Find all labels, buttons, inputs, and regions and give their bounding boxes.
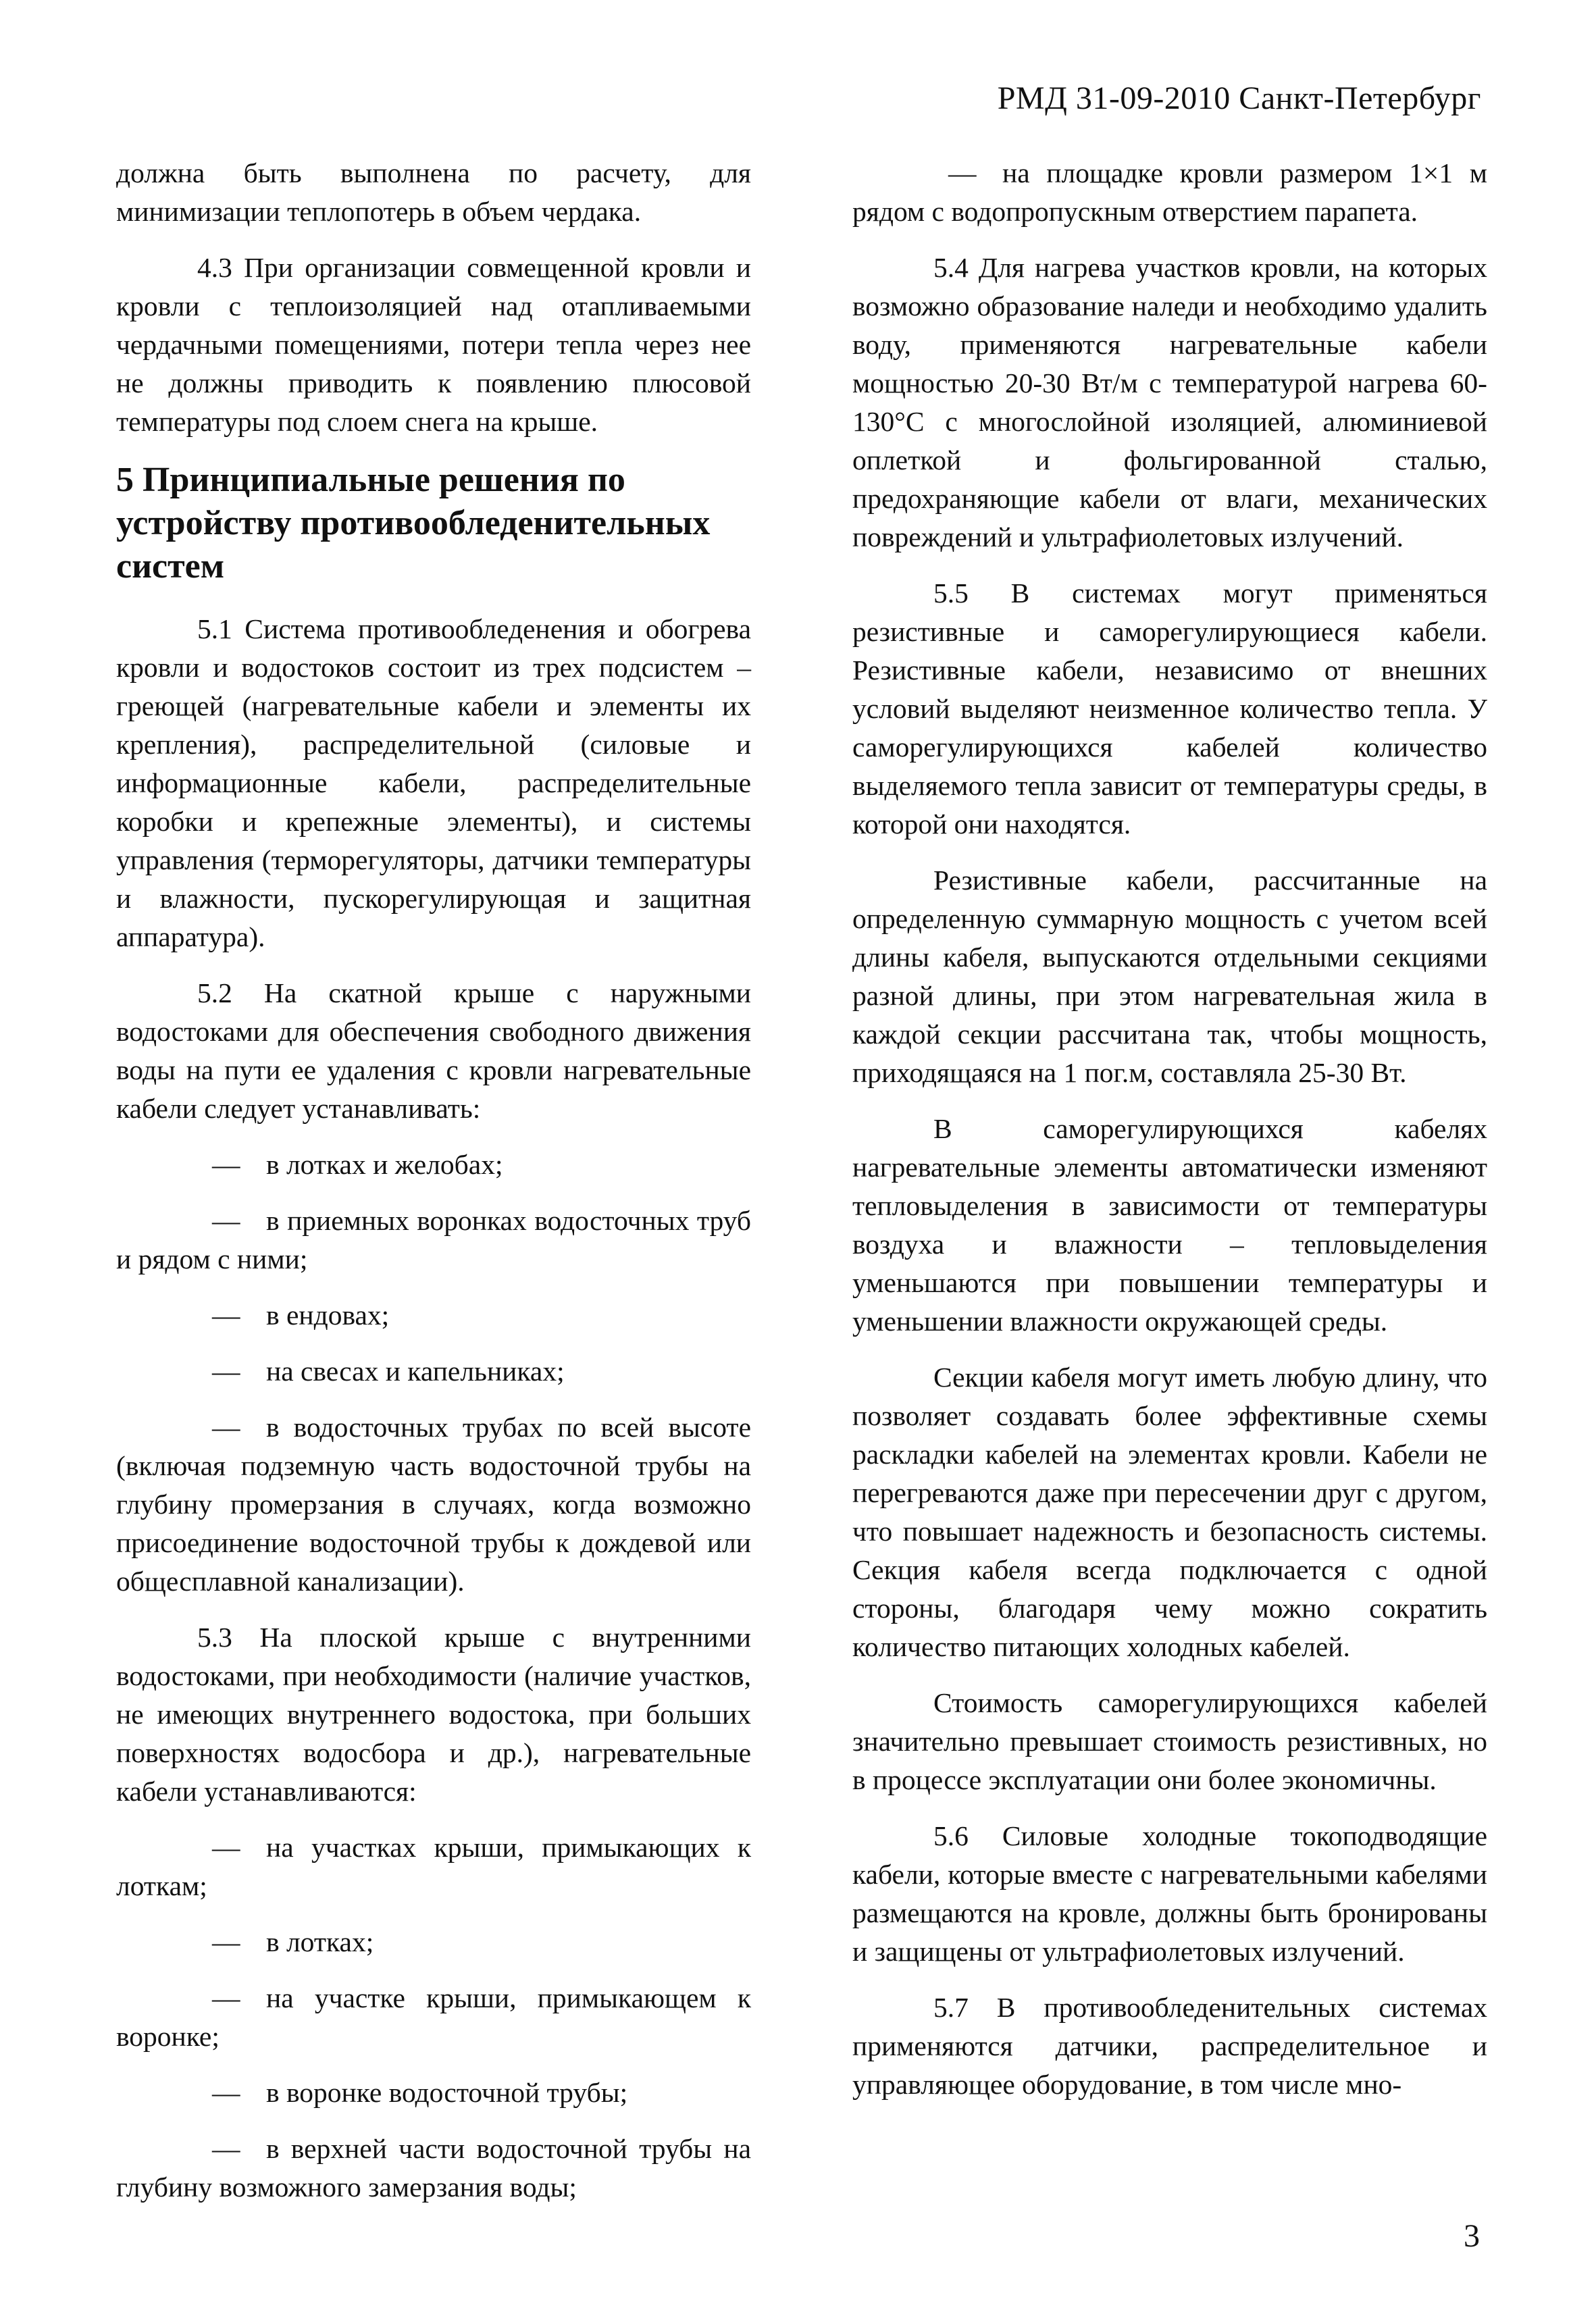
list-item <box>852 154 1487 231</box>
list-item <box>116 1202 751 1279</box>
list-item-text: в верхней части водосточной трубы на глубину возможного замерзания воды; <box>116 2133 751 2203</box>
dash-bullet: — <box>212 1149 240 1180</box>
list-item <box>116 2074 751 2112</box>
dash-bullet: — <box>212 1356 240 1387</box>
paragraph: 5.4 Для нагрева участков кровли, на которых возможно образование наледи и необходимо удалить воду, применяются нагревательные кабели мощностью 20-30 Вт/м с температурой нагрева 60-130°С с многослойной изоляцией, алюминиевой оплеткой и фольгированной сталью, предохраняющие кабели от влаги, механических повреждений и ультрафиолетовых излучений. <box>852 252 1487 552</box>
list-item-text: на свесах и капельниках; <box>266 1356 565 1387</box>
section-heading-line: устройству противообледенительных <box>116 504 711 542</box>
left-column <box>116 154 751 2224</box>
paragraph: 5.5 В системах могут применяться резистивные и саморегулирующиеся кабели. Резистивные кабели, независимо от внешних условий выделяют неизменное количество тепла. У саморегулирующихся кабелей количество выделяемого тепла зависит от температуры среды, в которой они находятся. <box>852 577 1487 840</box>
dash-bullet: — <box>212 1982 240 2013</box>
list-item-text: на площадке кровли размером 1×1 м рядом с водопропускным отверстием парапета. <box>852 157 1487 227</box>
section-heading <box>116 459 751 588</box>
list-item-text: на участке крыши, примыкающем к воронке; <box>116 1982 751 2052</box>
section-heading-line: 5 Принципиальные решения по <box>116 461 625 499</box>
paragraph: В саморегулирующихся кабелях нагревательные элементы автоматически изменяют тепловыделения в зависимости от температуры воздуха и влажности – тепловыделения уменьшаются при повышении температуры и уменьшении влажности окружающей среды. <box>852 1113 1487 1337</box>
list-item <box>116 1923 751 1961</box>
dash-bullet: — <box>212 1300 240 1331</box>
paragraph: Стоимость саморегулирующихся кабелей значительно превышает стоимость резистивных, но в процессе эксплуатации они более экономичны. <box>852 1687 1487 1795</box>
dash-bullet: — <box>948 157 977 188</box>
list-item <box>116 1828 751 1905</box>
page-number: 3 <box>1464 2218 1480 2254</box>
list-item-text: на участках крыши, примыкающих к лоткам; <box>116 1832 751 1901</box>
paragraph: 4.3 При организации совмещенной кровли и кровли с теплоизоляцией над отапливаемыми чердачными помещениями, потери тепла через нее не должны приводить к появлению плюсовой температуры под слоем снега на крыше. <box>116 252 751 437</box>
paragraph: 5.7 В противообледенительных системах применяются датчики, распределительное и управляющее оборудование, в том числе мно- <box>852 1992 1487 2100</box>
dash-bullet: — <box>212 1832 240 1863</box>
dash-bullet: — <box>212 2077 240 2108</box>
list-item-text: в водосточных трубах по всей высоте (включая подземную часть водосточной трубы на глубину промерзания в случаях, когда возможно присоединение водосточной трубы к дождевой или общесплавной канализации). <box>116 1412 751 1597</box>
list-item-text: в лотках; <box>266 1926 374 1957</box>
dash-bullet: — <box>212 1926 240 1957</box>
paragraph: 5.3 На плоской крыше с внутренними водостоками, при необходимости (наличие участков, не имеющих внутреннего водостока, при больших поверхностях водосбора и др.), нагревательные кабели устанавливаются: <box>116 1622 751 1807</box>
paragraph: 5.1 Система противообледенения и обогрева кровли и водостоков состоит из трех подсистем – греющей (нагревательные кабели и элементы их крепления), распределительной (силовые и информационные кабели, распределительные коробки и крепежные элементы), и системы управления (терморегуляторы, датчики температуры и влажности, пускорегулирующая и защитная аппаратура). <box>116 613 751 952</box>
list-item <box>116 1352 751 1391</box>
paragraph: Резистивные кабели, рассчитанные на определенную суммарную мощность с учетом всей длины кабеля, выпускаются отдельными секциями разной длины, при этом нагревательная жила в каждой секции рассчитана так, чтобы мощность, приходящаяся на 1 пог.м, составляла 25-30 Вт. <box>852 865 1487 1088</box>
dash-bullet: — <box>212 1205 240 1236</box>
dash-bullet: — <box>212 2133 240 2164</box>
list-item <box>116 1146 751 1184</box>
list-item <box>116 1296 751 1335</box>
list-item <box>116 1979 751 2056</box>
list-item-text: в лотках и желобах; <box>266 1149 503 1180</box>
list-item-text: в приемных воронках водосточных труб и рядом с ними; <box>116 1205 751 1275</box>
paragraph: 5.2 На скатной крыше с наружными водостоками для обеспечения свободного движения воды на пути ее удаления с кровли нагревательные кабели следует устанавливать: <box>116 977 751 1124</box>
list-item-text: в воронке водосточной трубы; <box>266 2077 628 2108</box>
list-item <box>116 1408 751 1601</box>
paragraph: 5.6 Силовые холодные токоподводящие кабели, которые вместе с нагревательными кабелями размещаются на кровле, должны быть бронированы и защищены от ультрафиолетовых излучений. <box>852 1820 1487 1967</box>
list-item-text: в ендовах; <box>266 1300 390 1331</box>
paragraph: Секции кабеля могут иметь любую длину, что позволяет создавать более эффективные схемы раскладки кабелей на элементах кровли. Кабели не перегреваются даже при пересечении друг с другом, что повышает надежность и безопасность системы. Секция кабеля всегда подключается с одной стороны, благодаря чему можно сократить количество питающих холодных кабелей. <box>852 1362 1487 1662</box>
section-heading-line: систем <box>116 547 225 586</box>
dash-bullet: — <box>212 1412 240 1443</box>
right-column <box>852 154 1487 2122</box>
paragraph: должна быть выполнена по расчету, для минимизации теплопотерь в объем чердака. <box>116 157 751 227</box>
document-header: РМД 31-09-2010 Санкт-Петербург <box>997 80 1481 116</box>
list-item <box>116 2130 751 2207</box>
